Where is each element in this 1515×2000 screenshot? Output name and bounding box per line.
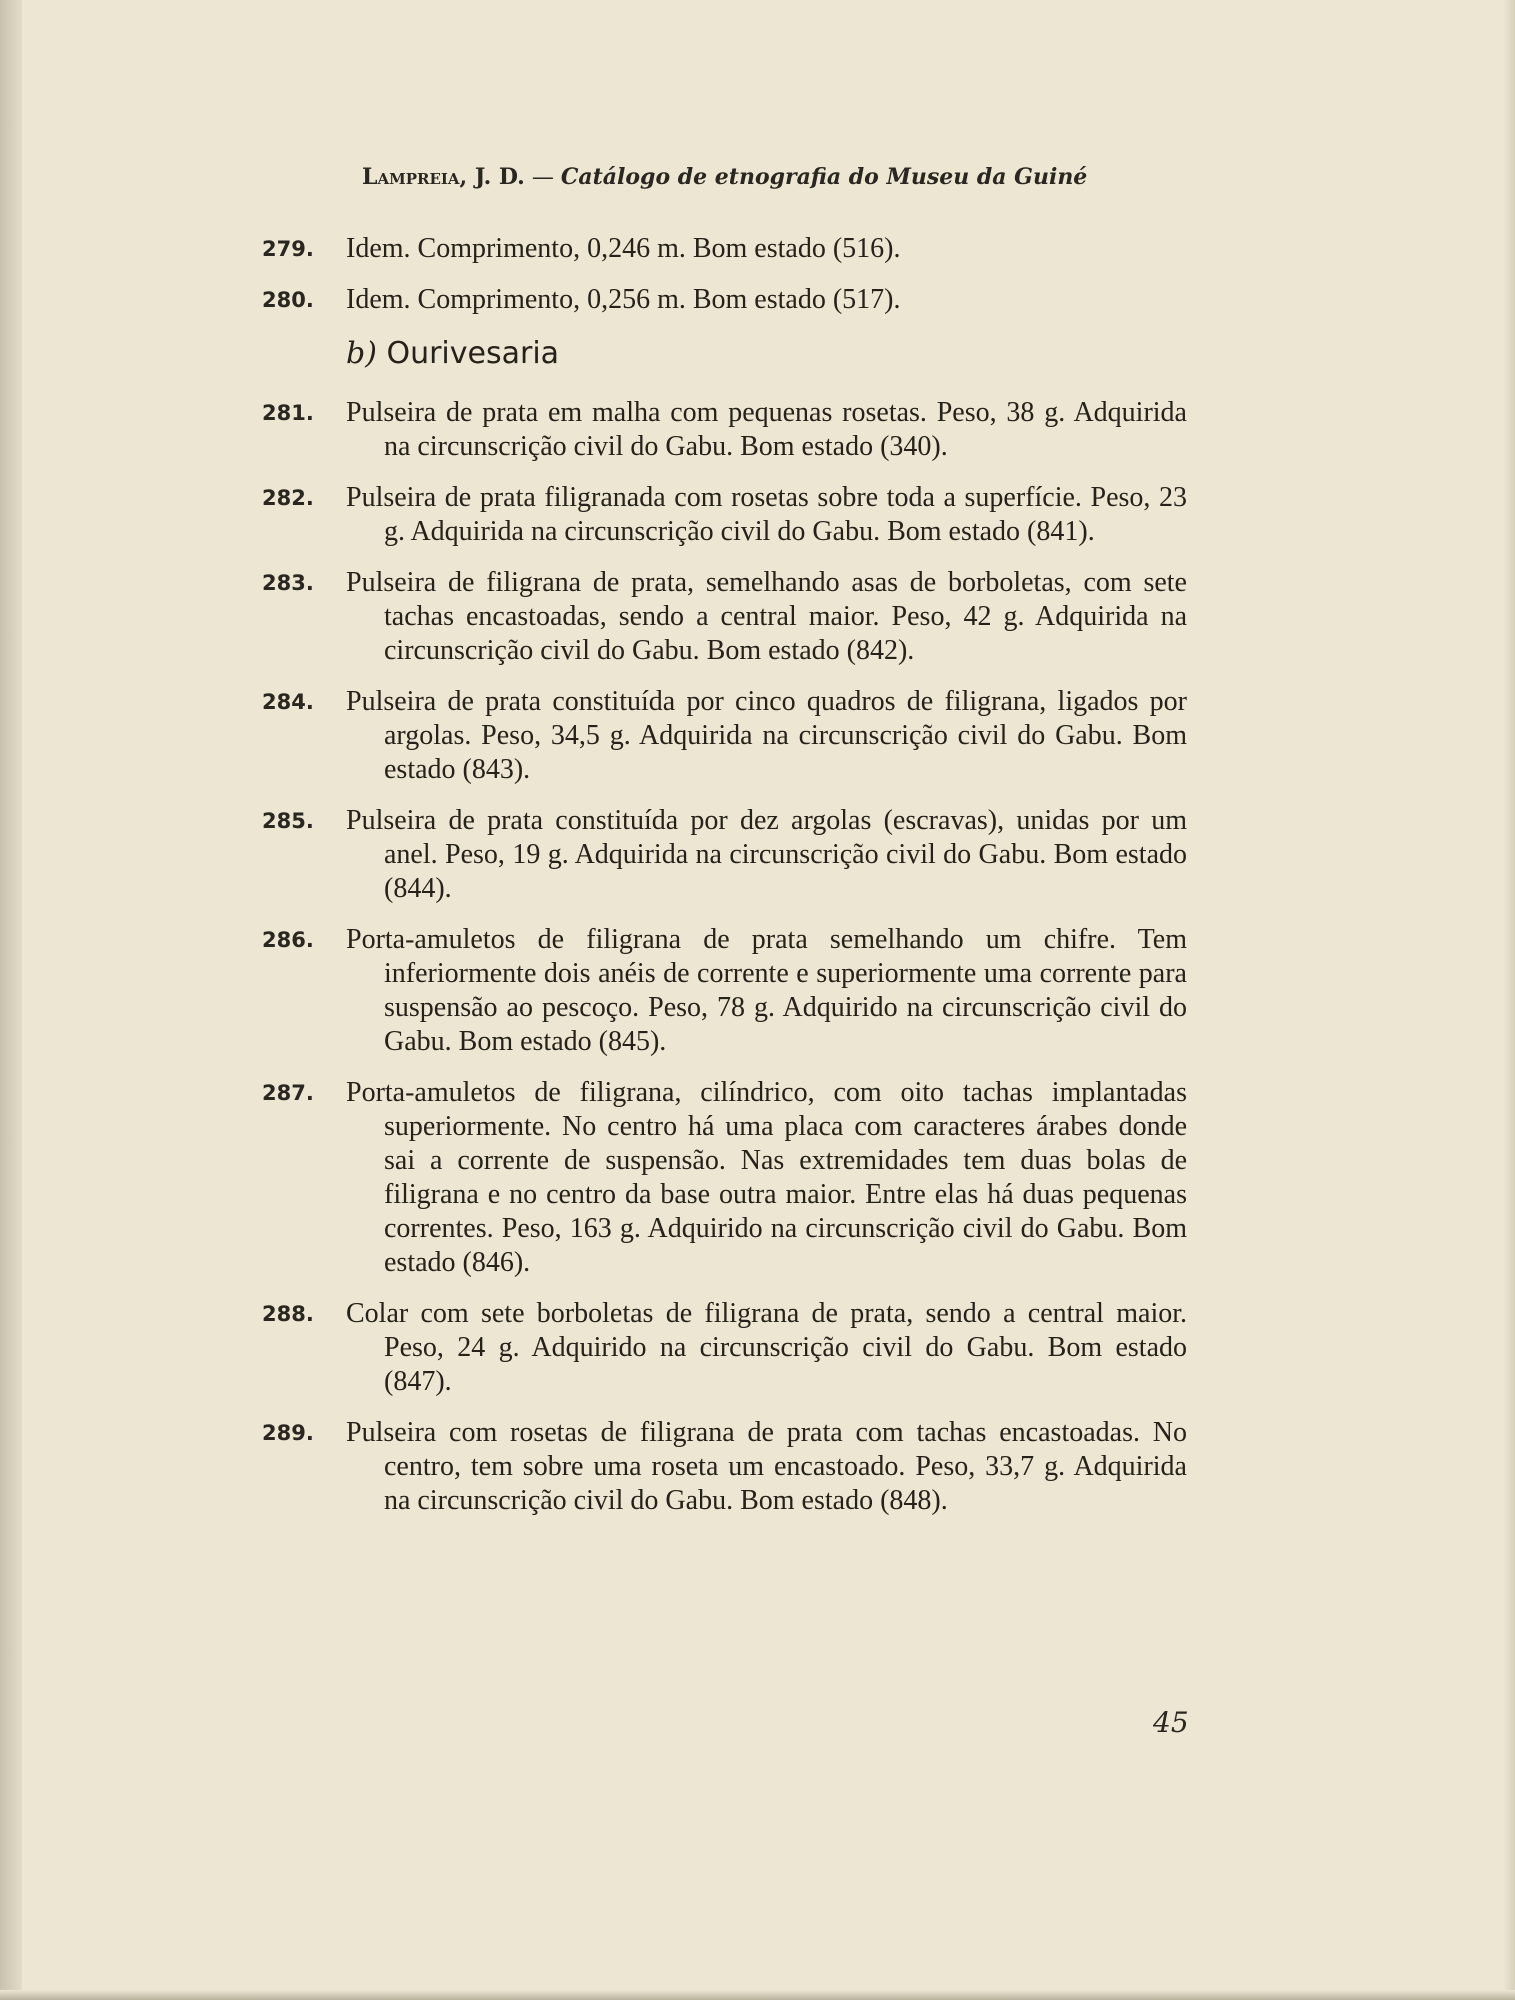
entry-text: Idem. Comprimento, 0,246 m. Bom estado (516). (346, 233, 901, 264)
entry-text: Porta-amuletos de filigrana, cilíndrico, com oito tachas implantadas superiormente. No centro há uma placa com caracteres árabes donde sai a corrente de suspensão. Nas extremidades tem duas bolas de filigrana e no centro da base outra maior. Entre elas há duas pequenas correntes. Peso, 163 g. Adquirido na circunscrição civil do Gabu. Bom estado (846). (346, 1077, 1187, 1278)
entry-text: Pulseira com rosetas de filigrana de prata com tachas encastoadas. No centro, tem sobre uma roseta um encastoado. Peso, 33,7 g. Adquirida na circunscrição civil do Gabu. Bom estado (848). (346, 1417, 1187, 1516)
page-bottom-edge (0, 1990, 1515, 2000)
catalog-entry (262, 685, 1187, 787)
entry-number: 286. (262, 928, 314, 952)
page-edge (1503, 0, 1515, 2000)
binding-gutter (0, 0, 22, 2000)
entry-number: 280. (262, 288, 314, 312)
entry-number: 281. (262, 401, 314, 425)
entry-text: Pulseira de prata filigranada com rosetas sobre toda a superfície. Peso, 23 g. Adquirida na circunscrição civil do Gabu. Bom estado (841). (346, 482, 1187, 547)
entry-number: 283. (262, 571, 314, 595)
entry-text: Pulseira de prata constituída por dez argolas (escravas), unidas por um anel. Peso, 19 g. Adquirida na circunscrição civil do Gabu. Bom estado (844). (346, 805, 1187, 904)
running-header (362, 164, 1087, 190)
catalog-entry (262, 804, 1187, 906)
catalog-entry (262, 566, 1187, 668)
catalog-entry (262, 923, 1187, 1059)
catalog-entry (262, 232, 1187, 266)
header-author: Lampreia, J. D. (362, 164, 525, 190)
entry-text: Idem. Comprimento, 0,256 m. Bom estado (517). (346, 284, 901, 315)
section-letter: b) (346, 336, 377, 371)
entry-number: 285. (262, 809, 314, 833)
entry-number: 284. (262, 690, 314, 714)
entry-text: Pulseira de prata constituída por cinco quadros de filigrana, ligados por argolas. Peso, 34,5 g. Adquirida na circunscrição civil do Gabu. Bom estado (843). (346, 686, 1187, 785)
entry-number: 287. (262, 1081, 314, 1105)
section-heading (262, 334, 1187, 374)
entry-text: Pulseira de prata em malha com pequenas rosetas. Peso, 38 g. Adquirida na circunscrição civil do Gabu. Bom estado (340). (346, 397, 1187, 462)
catalog-entry (262, 1076, 1187, 1280)
catalog-entry (262, 481, 1187, 549)
entry-number: 282. (262, 486, 314, 510)
section-title: Ourivesaria (386, 336, 560, 371)
entry-text: Colar com sete borboletas de filigrana de prata, sendo a central maior. Peso, 24 g. Adquirido na circunscrição civil do Gabu. Bom estado (847). (346, 1298, 1187, 1397)
catalog-entries (262, 232, 1187, 1535)
page-number: 45 (1153, 1706, 1189, 1739)
catalog-entry (262, 1297, 1187, 1399)
entry-number: 279. (262, 237, 314, 261)
entry-number: 288. (262, 1302, 314, 1326)
header-separator: — (524, 165, 561, 190)
entry-text: Porta-amuletos de filigrana de prata semelhando um chifre. Tem inferiormente dois anéis de corrente e superiormente uma corrente para suspensão ao pescoço. Peso, 78 g. Adquirido na circunscrição civil do Gabu. Bom estado (845). (346, 924, 1187, 1057)
entry-text: Pulseira de filigrana de prata, semelhando asas de borboletas, com sete tachas encastoadas, sendo a central maior. Peso, 42 g. Adquirida na circunscrição civil do Gabu. Bom estado (842). (346, 567, 1187, 666)
catalog-entry (262, 283, 1187, 317)
catalog-entry (262, 396, 1187, 464)
header-title: Catálogo de etnografia do Museu da Guiné (560, 164, 1088, 190)
entry-number: 289. (262, 1421, 314, 1445)
catalog-entry (262, 1416, 1187, 1518)
